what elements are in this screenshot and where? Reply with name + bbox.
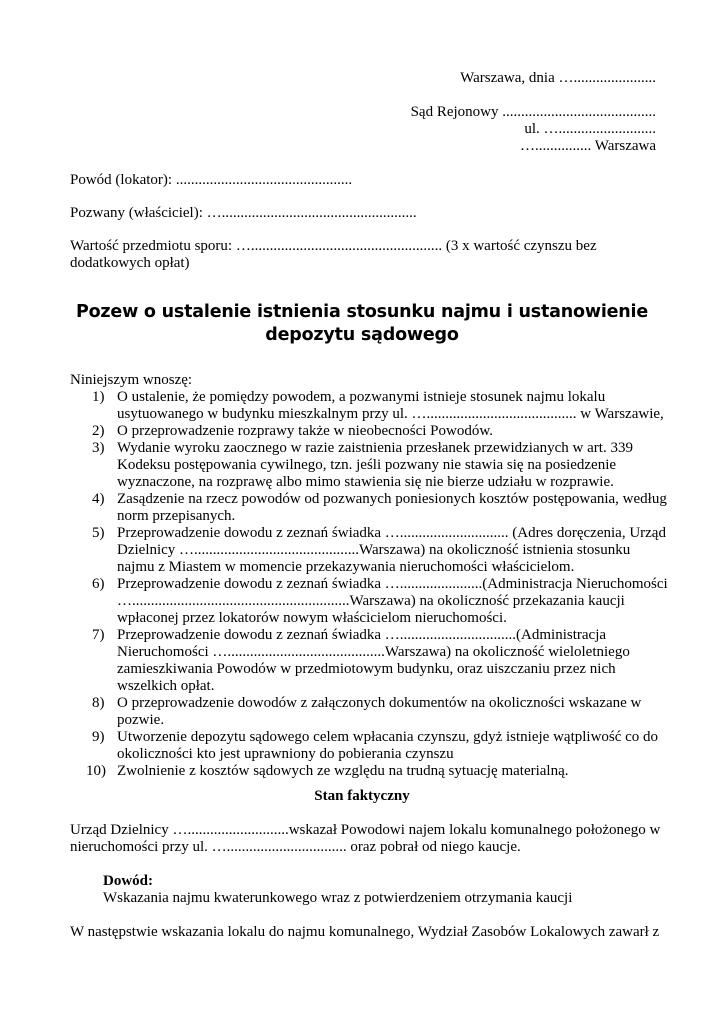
evidence-label: Dowód: bbox=[103, 873, 154, 889]
court-name: Sąd Rejonowy ......................................... bbox=[410, 104, 656, 120]
request-item bbox=[92, 695, 662, 729]
request-item bbox=[92, 627, 662, 695]
document-title bbox=[70, 301, 654, 347]
request-number: 6) bbox=[92, 576, 105, 592]
request-text-line: Wydanie wyroku zaocznego w razie zaistnienia przesłanek przewidzianych w art. 339 bbox=[117, 440, 633, 456]
plaintiff-line: Powód (lokator): ............................................... bbox=[70, 172, 353, 188]
request-text-line: okoliczności kto jest uprawniony do pobierania czynszu bbox=[117, 746, 454, 762]
request-item bbox=[92, 423, 662, 440]
request-item bbox=[92, 729, 662, 763]
defendant-line: Pozwany (właściciel): ….................................................... bbox=[70, 205, 417, 221]
facts-para2-line1: W następstwie wskazania lokalu do najmu komunalnego, Wydział Zasobów Lokalowych zawarł z bbox=[70, 924, 660, 940]
place-date: Warszawa, dnia …...................... bbox=[460, 70, 656, 86]
request-text-line: Nieruchomości …..........................................Warszawa) na okoliczność wieloletniego bbox=[117, 644, 630, 660]
request-text-line: Zasądzenie na rzecz powodów od pozwanych poniesionych kosztów postępowania, według bbox=[117, 491, 667, 507]
request-number: 1) bbox=[92, 389, 105, 405]
request-number: 9) bbox=[92, 729, 105, 745]
request-number: 7) bbox=[92, 627, 105, 643]
request-text-line: Dzielnicy …............................................Warszawa) na okoliczność istnienia stosunku bbox=[117, 542, 631, 558]
title-line-2: depozytu sądowego bbox=[265, 325, 459, 345]
facts-para1-line1: Urząd Dzielnicy …...........................wskazał Powodowi najem lokalu komunalnego położonego w bbox=[70, 822, 661, 838]
request-text-line: Kodeksu postępowania cywilnego, tzn. jeśli pozwany nie stawia się na posiedzenie bbox=[117, 457, 617, 473]
court-city: …............... Warszawa bbox=[520, 138, 656, 154]
court-street: ul. ….......................... bbox=[524, 121, 656, 137]
title-line-1: Pozew o ustalenie istnienia stosunku najmu i ustanowienie bbox=[75, 302, 649, 322]
request-text-line: wyznaczone, na rozprawę albo mimo stawienia się nie bierze udziału w rozprawie. bbox=[117, 474, 614, 490]
request-number: 10) bbox=[86, 763, 106, 779]
request-item bbox=[92, 525, 666, 576]
request-text-line: O ustalenie, że pomiędzy powodem, a pozwanymi istnieje stosunek najmu lokalu bbox=[117, 389, 606, 405]
request-number: 5) bbox=[92, 525, 105, 541]
request-item bbox=[92, 491, 667, 525]
request-number: 4) bbox=[92, 491, 105, 507]
request-text-line: Utworzenie depozytu sądowego celem wpłacania czynszu, gdyż istnieje wątpliwość co do bbox=[117, 729, 659, 745]
request-text-line: Przeprowadzenie dowodu z zeznań świadka …...............................(Administracja bbox=[117, 627, 607, 643]
request-text-line: wpłaconej przez lokatorów nowym właścicielom nieruchomości. bbox=[117, 610, 507, 626]
request-number: 3) bbox=[92, 440, 105, 456]
request-text-line: O przeprowadzenie rozprawy także w nieobecności Powodów. bbox=[117, 423, 493, 439]
request-item bbox=[86, 763, 662, 780]
request-text-line: usytuowanego w budynku mieszkalnym przy ul. …........................................ w Warszawie, bbox=[117, 406, 664, 422]
request-text-line: Przeprowadzenie dowodu z zeznań świadka …......................(Administracja Nieruchomości bbox=[117, 576, 668, 592]
request-number: 2) bbox=[92, 423, 105, 439]
intro-text: Niniejszym wnoszę: bbox=[70, 372, 193, 388]
claim-value-line1: Wartość przedmiotu sporu: …................................................... (3 x wartość czynszu bez bbox=[70, 238, 597, 254]
request-item bbox=[92, 576, 668, 627]
request-text-line: …..........................................................Warszawa) na okoliczność przekazania kaucji bbox=[117, 593, 625, 609]
request-text-line: pozwie. bbox=[117, 712, 165, 728]
request-item bbox=[92, 389, 662, 423]
claim-value-line2: dodatkowych opłat) bbox=[70, 255, 190, 271]
request-text-line: wszelkich opłat. bbox=[117, 678, 215, 694]
request-text-line: O przeprowadzenie dowodów z załączonych dokumentów na okoliczności wskazane w bbox=[117, 695, 642, 711]
request-item bbox=[92, 440, 662, 491]
request-text-line: zamieszkiwania Powodów w przedmiotowym budynku, oraz uiszczaniu przez nich bbox=[117, 661, 616, 677]
request-text-line: Przeprowadzenie dowodu z zeznań świadka …............................. (Adres doręczenia, Urząd bbox=[117, 525, 666, 541]
request-text-line: najmu z Miastem w momencie przekazywania nieruchomości właścicielom. bbox=[117, 559, 575, 575]
request-number: 8) bbox=[92, 695, 105, 711]
facts-para1-line2: nieruchomości przy ul. …................................ oraz pobrał od niego kaucje. bbox=[70, 839, 521, 855]
request-text-line: norm przepisanych. bbox=[117, 508, 236, 524]
requests-list bbox=[86, 389, 668, 780]
request-text-line: Zwolnienie z kosztów sądowych ze względu na trudną sytuację materialną. bbox=[117, 763, 569, 779]
evidence-text: Wskazania najmu kwaterunkowego wraz z potwierdzeniem otrzymania kaucji bbox=[103, 890, 573, 906]
facts-heading: Stan faktyczny bbox=[314, 788, 410, 804]
